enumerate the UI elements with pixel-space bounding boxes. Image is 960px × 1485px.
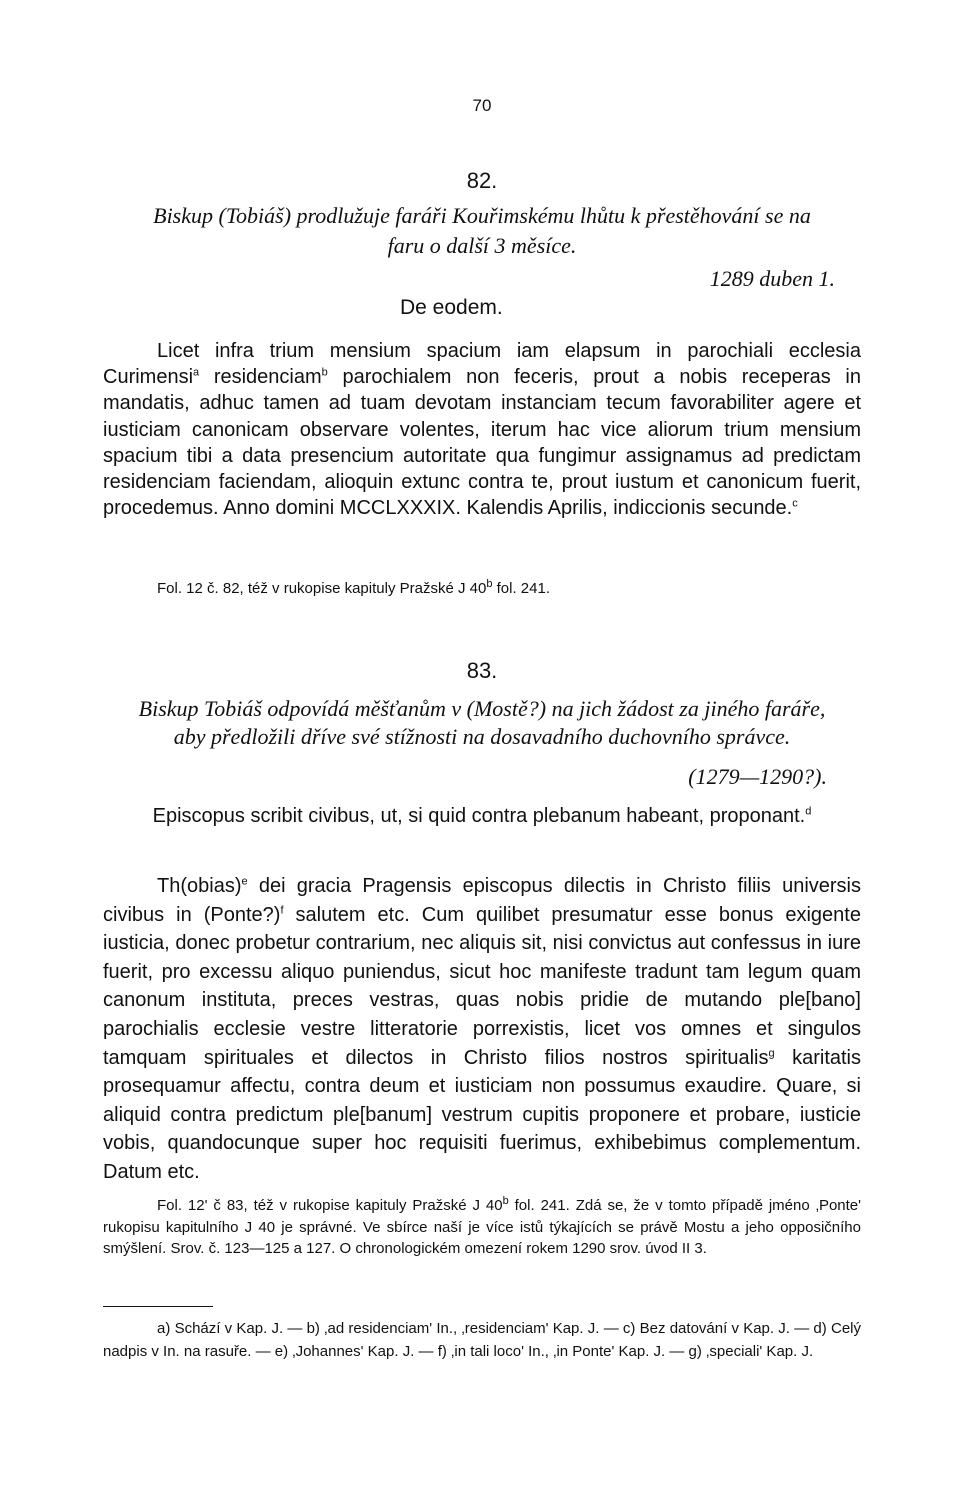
- doc82-de-eodem: De eodem.: [400, 296, 503, 319]
- doc83-text: Th(obias)$^e$ dei gracia Pragensis episcopus dilectis in Christo filiis universis civibus in (Ponte?)$^f$ salutem etc. Cum quilibet presumatur esse bonus exigente iusticia, donec probetur contrarium, nec aliquis sit, nisi convictus aut confessus in iure fuerit, pro excessu aliquo puniendus, sicut hoc manifeste tradunt tam legum quam canonum instituta, preces vestras, quas nobis pridie de mutando ple[bano] parochialis ecclesie vestre litteratorie porrexistis, licet vos omnes et singulos tamquam spirituales et dilectos in Christo filios nostros spiritualis$^g$ karitatis prosequamur affectu, contra deum et iusticiam non possumus exaudire. Quare, si aliquid contra predictum ple[banum] vestrum cupitis proponere et probare, iusticie vobis, quandocunque super hoc requisiti fuerimus, exhibebimus complementum. Datum etc.: [103, 875, 861, 1183]
- doc83-summary: Episcopus scribit civibus, ut, si quid contra plebanum habeant, proponant.$^d$: [152, 805, 812, 827]
- doc82-text: Licet infra trium mensium spacium iam elapsum in parochiali ecclesia Curimensi$^a$ residenciam$^b$ parochialem non feceris, prout a nobis receperas in mandatis, adhuc tamen ad tuam devotam instanciam tecum favorabiliter agere et iusticiam canonicam observare volentes, iterum hac vice aliorum trium mensium spacium tibi a data presencium autoritate qua fungimur assignamus ad predictam residenciam faciendam, alioquin extunc contra te, prout iustum et canonicum fuerit, procedemus. Anno domini MCCLXXXIX. Kalendis Aprilis, indiccionis secunde.$^c$: [103, 340, 861, 520]
- doc83-date: (1279—1290?).: [688, 764, 827, 789]
- doc83-number: 83.: [466, 658, 498, 683]
- doc83-title-line2: aby předložili dříve své stížnosti na dosavadního duchovního správce.: [173, 724, 791, 749]
- doc82-title-line2: faru o další 3 měsíce.: [387, 233, 577, 258]
- doc82-number: 82.: [466, 168, 498, 193]
- doc83-folio-note: Fol. 12' č 83, též v rukopise kapituly Pražské J 40$^b$ fol. 241. Zdá se, že v tomto případě jméno ‚Ponte' rukopisu kapitulního J 40 je správné. Ve sbírce naší je více istů týkajících se právě Mostu a jeho opposičního smýšlení. Srov. č. 123—125 a 127. O chronologickém omezení rokem 1290 srov. úvod II 3.: [103, 1195, 862, 1257]
- doc82-date: 1289 duben 1.: [709, 266, 835, 291]
- page-number: 70: [472, 96, 492, 115]
- doc82-title-line1: Biskup (Tobiáš) prodlužuje faráři Kouřimskému lhůtu k přestěhování se na: [153, 203, 811, 228]
- doc82-folio-note: Fol. 12 č. 82, též v rukopise kapituly Pražské J 40$^b$ fol. 241.: [157, 578, 550, 597]
- doc83-title-line1: Biskup Tobiáš odpovídá měšťanům v (Mostě?) na jich žádost za jiného faráře,: [138, 696, 826, 721]
- footnotes: a) Schází v Kap. J. — b) ‚ad residenciam' In., ‚residenciam' Kap. J. — c) Bez datování v Kap. J. — d) Celý nadpis v In. na rasuře. — e) ‚Johannes' Kap. J. — f) ‚in tali loco' In., ‚in Ponte' Kap. J. — g) ‚speciali' Kap. J.: [103, 1320, 861, 1360]
- footnote-divider: [103, 1306, 213, 1307]
